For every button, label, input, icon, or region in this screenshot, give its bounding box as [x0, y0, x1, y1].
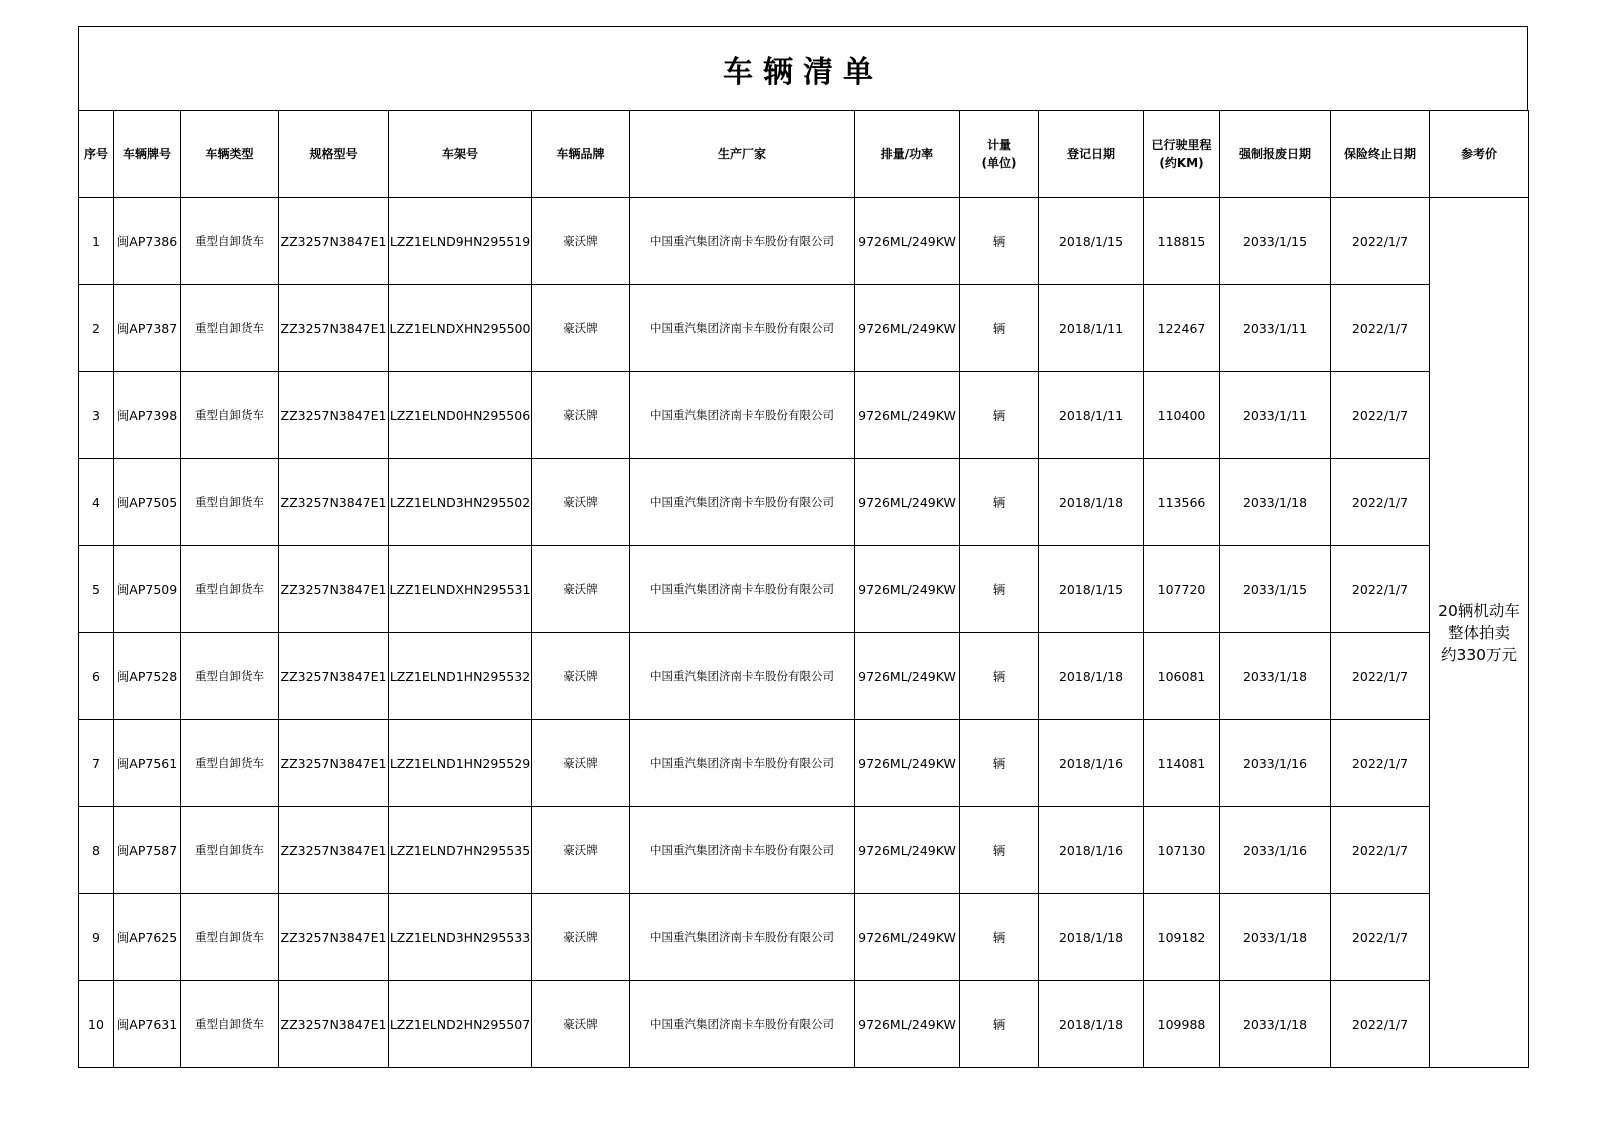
cell-vin: LZZ1ELNDXHN295500	[389, 285, 532, 372]
cell-plate: 闽AP7398	[114, 372, 181, 459]
cell-unit: 辆	[960, 981, 1039, 1068]
cell-scrap-date: 2033/1/11	[1220, 285, 1331, 372]
cell-scrap-date: 2033/1/16	[1220, 720, 1331, 807]
cell-maker: 中国重汽集团济南卡车股份有限公司	[630, 633, 855, 720]
col-header-reg-date: 登记日期	[1039, 111, 1144, 198]
cell-maker: 中国重汽集团济南卡车股份有限公司	[630, 285, 855, 372]
cell-brand: 豪沃牌	[532, 198, 630, 285]
cell-reg-date: 2018/1/15	[1039, 546, 1144, 633]
cell-scrap-date: 2033/1/18	[1220, 633, 1331, 720]
reference-price-line2: 整体拍卖	[1447, 623, 1510, 642]
cell-plate: 闽AP7509	[114, 546, 181, 633]
cell-type: 重型自卸货车	[181, 372, 279, 459]
cell-insurance-end: 2022/1/7	[1331, 285, 1430, 372]
cell-power: 9726ML/249KW	[855, 546, 960, 633]
cell-plate: 闽AP7528	[114, 633, 181, 720]
cell-model: ZZ3257N3847E1	[279, 372, 389, 459]
cell-reg-date: 2018/1/18	[1039, 633, 1144, 720]
cell-maker: 中国重汽集团济南卡车股份有限公司	[630, 459, 855, 546]
table-row	[79, 894, 1529, 981]
table-row	[79, 459, 1529, 546]
cell-maker: 中国重汽集团济南卡车股份有限公司	[630, 894, 855, 981]
cell-reg-date: 2018/1/18	[1039, 459, 1144, 546]
cell-insurance-end: 2022/1/7	[1331, 894, 1430, 981]
cell-plate: 闽AP7387	[114, 285, 181, 372]
cell-no: 3	[79, 372, 114, 459]
cell-mileage: 106081	[1144, 633, 1220, 720]
cell-brand: 豪沃牌	[532, 459, 630, 546]
cell-maker: 中国重汽集团济南卡车股份有限公司	[630, 372, 855, 459]
cell-no: 6	[79, 633, 114, 720]
col-header-model: 规格型号	[279, 111, 389, 198]
cell-reg-date: 2018/1/18	[1039, 981, 1144, 1068]
cell-brand: 豪沃牌	[532, 633, 630, 720]
cell-unit: 辆	[960, 894, 1039, 981]
cell-power: 9726ML/249KW	[855, 894, 960, 981]
cell-type: 重型自卸货车	[181, 633, 279, 720]
reference-price-line1: 20辆机动车	[1438, 601, 1520, 620]
reference-price-line3: 约330万元	[1440, 645, 1518, 664]
page-title: 车辆清单	[723, 54, 883, 90]
cell-type: 重型自卸货车	[181, 981, 279, 1068]
cell-scrap-date: 2033/1/18	[1220, 981, 1331, 1068]
cell-insurance-end: 2022/1/7	[1331, 981, 1430, 1068]
cell-power: 9726ML/249KW	[855, 198, 960, 285]
cell-no: 2	[79, 285, 114, 372]
table-row	[79, 372, 1529, 459]
cell-no: 5	[79, 546, 114, 633]
cell-power: 9726ML/249KW	[855, 633, 960, 720]
cell-scrap-date: 2033/1/15	[1220, 546, 1331, 633]
cell-power: 9726ML/249KW	[855, 981, 960, 1068]
cell-mileage: 118815	[1144, 198, 1220, 285]
cell-brand: 豪沃牌	[532, 546, 630, 633]
cell-maker: 中国重汽集团济南卡车股份有限公司	[630, 807, 855, 894]
cell-no: 9	[79, 894, 114, 981]
cell-model: ZZ3257N3847E1	[279, 459, 389, 546]
vehicle-list-sheet	[78, 26, 1528, 1068]
cell-plate: 闽AP7631	[114, 981, 181, 1068]
table-row	[79, 546, 1529, 633]
col-header-power: 排量/功率	[855, 111, 960, 198]
cell-no: 1	[79, 198, 114, 285]
cell-mileage: 114081	[1144, 720, 1220, 807]
cell-unit: 辆	[960, 720, 1039, 807]
col-header-no: 序号	[79, 111, 114, 198]
cell-power: 9726ML/249KW	[855, 807, 960, 894]
cell-no: 7	[79, 720, 114, 807]
table-row	[79, 633, 1529, 720]
cell-reg-date: 2018/1/11	[1039, 372, 1144, 459]
cell-insurance-end: 2022/1/7	[1331, 459, 1430, 546]
cell-mileage: 109988	[1144, 981, 1220, 1068]
cell-unit: 辆	[960, 198, 1039, 285]
title-cell	[78, 26, 1528, 110]
cell-type: 重型自卸货车	[181, 807, 279, 894]
cell-reg-date: 2018/1/16	[1039, 807, 1144, 894]
reference-price-cell	[1430, 198, 1529, 1068]
cell-brand: 豪沃牌	[532, 285, 630, 372]
col-header-insurance-end: 保险终止日期	[1331, 111, 1430, 198]
table-row	[79, 981, 1529, 1068]
cell-maker: 中国重汽集团济南卡车股份有限公司	[630, 981, 855, 1068]
cell-model: ZZ3257N3847E1	[279, 633, 389, 720]
cell-vin: LZZ1ELND2HN295507	[389, 981, 532, 1068]
table-row	[79, 285, 1529, 372]
cell-model: ZZ3257N3847E1	[279, 894, 389, 981]
cell-plate: 闽AP7587	[114, 807, 181, 894]
cell-model: ZZ3257N3847E1	[279, 981, 389, 1068]
cell-type: 重型自卸货车	[181, 720, 279, 807]
cell-power: 9726ML/249KW	[855, 459, 960, 546]
table-row	[79, 807, 1529, 894]
col-header-brand: 车辆品牌	[532, 111, 630, 198]
cell-insurance-end: 2022/1/7	[1331, 198, 1430, 285]
cell-model: ZZ3257N3847E1	[279, 720, 389, 807]
cell-scrap-date: 2033/1/15	[1220, 198, 1331, 285]
cell-reg-date: 2018/1/11	[1039, 285, 1144, 372]
cell-no: 10	[79, 981, 114, 1068]
col-header-maker: 生产厂家	[630, 111, 855, 198]
cell-maker: 中国重汽集团济南卡车股份有限公司	[630, 720, 855, 807]
cell-type: 重型自卸货车	[181, 285, 279, 372]
cell-no: 4	[79, 459, 114, 546]
cell-power: 9726ML/249KW	[855, 372, 960, 459]
table-row	[79, 198, 1529, 285]
cell-maker: 中国重汽集团济南卡车股份有限公司	[630, 198, 855, 285]
col-header-mileage: 已行驶里程 (约KM)	[1144, 111, 1220, 198]
cell-plate: 闽AP7505	[114, 459, 181, 546]
col-header-scrap-date: 强制报废日期	[1220, 111, 1331, 198]
table-body	[79, 198, 1529, 1068]
cell-type: 重型自卸货车	[181, 894, 279, 981]
cell-model: ZZ3257N3847E1	[279, 285, 389, 372]
cell-model: ZZ3257N3847E1	[279, 546, 389, 633]
col-header-plate: 车辆牌号	[114, 111, 181, 198]
col-header-vin: 车架号	[389, 111, 532, 198]
cell-mileage: 107720	[1144, 546, 1220, 633]
cell-brand: 豪沃牌	[532, 720, 630, 807]
cell-model: ZZ3257N3847E1	[279, 198, 389, 285]
cell-type: 重型自卸货车	[181, 459, 279, 546]
cell-scrap-date: 2033/1/18	[1220, 459, 1331, 546]
col-header-type: 车辆类型	[181, 111, 279, 198]
cell-brand: 豪沃牌	[532, 894, 630, 981]
col-header-unit: 计量 (单位)	[960, 111, 1039, 198]
cell-unit: 辆	[960, 459, 1039, 546]
cell-power: 9726ML/249KW	[855, 285, 960, 372]
cell-insurance-end: 2022/1/7	[1331, 372, 1430, 459]
cell-brand: 豪沃牌	[532, 807, 630, 894]
cell-mileage: 122467	[1144, 285, 1220, 372]
cell-scrap-date: 2033/1/16	[1220, 807, 1331, 894]
cell-vin: LZZ1ELNDXHN295531	[389, 546, 532, 633]
cell-mileage: 107130	[1144, 807, 1220, 894]
cell-mileage: 109182	[1144, 894, 1220, 981]
cell-no: 8	[79, 807, 114, 894]
cell-brand: 豪沃牌	[532, 981, 630, 1068]
col-header-reference-price: 参考价	[1430, 111, 1529, 198]
cell-unit: 辆	[960, 633, 1039, 720]
cell-plate: 闽AP7625	[114, 894, 181, 981]
cell-vin: LZZ1ELND9HN295519	[389, 198, 532, 285]
cell-unit: 辆	[960, 372, 1039, 459]
cell-insurance-end: 2022/1/7	[1331, 807, 1430, 894]
cell-scrap-date: 2033/1/11	[1220, 372, 1331, 459]
cell-type: 重型自卸货车	[181, 546, 279, 633]
cell-reg-date: 2018/1/16	[1039, 720, 1144, 807]
cell-power: 9726ML/249KW	[855, 720, 960, 807]
header-row	[79, 111, 1529, 198]
cell-vin: LZZ1ELND0HN295506	[389, 372, 532, 459]
cell-unit: 辆	[960, 807, 1039, 894]
cell-plate: 闽AP7386	[114, 198, 181, 285]
cell-brand: 豪沃牌	[532, 372, 630, 459]
cell-vin: LZZ1ELND1HN295532	[389, 633, 532, 720]
vehicle-table	[78, 110, 1529, 1068]
cell-insurance-end: 2022/1/7	[1331, 546, 1430, 633]
cell-vin: LZZ1ELND3HN295533	[389, 894, 532, 981]
cell-vin: LZZ1ELND7HN295535	[389, 807, 532, 894]
cell-type: 重型自卸货车	[181, 198, 279, 285]
cell-maker: 中国重汽集团济南卡车股份有限公司	[630, 546, 855, 633]
cell-reg-date: 2018/1/18	[1039, 894, 1144, 981]
cell-plate: 闽AP7561	[114, 720, 181, 807]
cell-reg-date: 2018/1/15	[1039, 198, 1144, 285]
cell-mileage: 113566	[1144, 459, 1220, 546]
cell-mileage: 110400	[1144, 372, 1220, 459]
cell-insurance-end: 2022/1/7	[1331, 633, 1430, 720]
table-row	[79, 720, 1529, 807]
cell-vin: LZZ1ELND1HN295529	[389, 720, 532, 807]
cell-unit: 辆	[960, 285, 1039, 372]
cell-insurance-end: 2022/1/7	[1331, 720, 1430, 807]
cell-vin: LZZ1ELND3HN295502	[389, 459, 532, 546]
cell-model: ZZ3257N3847E1	[279, 807, 389, 894]
cell-unit: 辆	[960, 546, 1039, 633]
cell-scrap-date: 2033/1/18	[1220, 894, 1331, 981]
